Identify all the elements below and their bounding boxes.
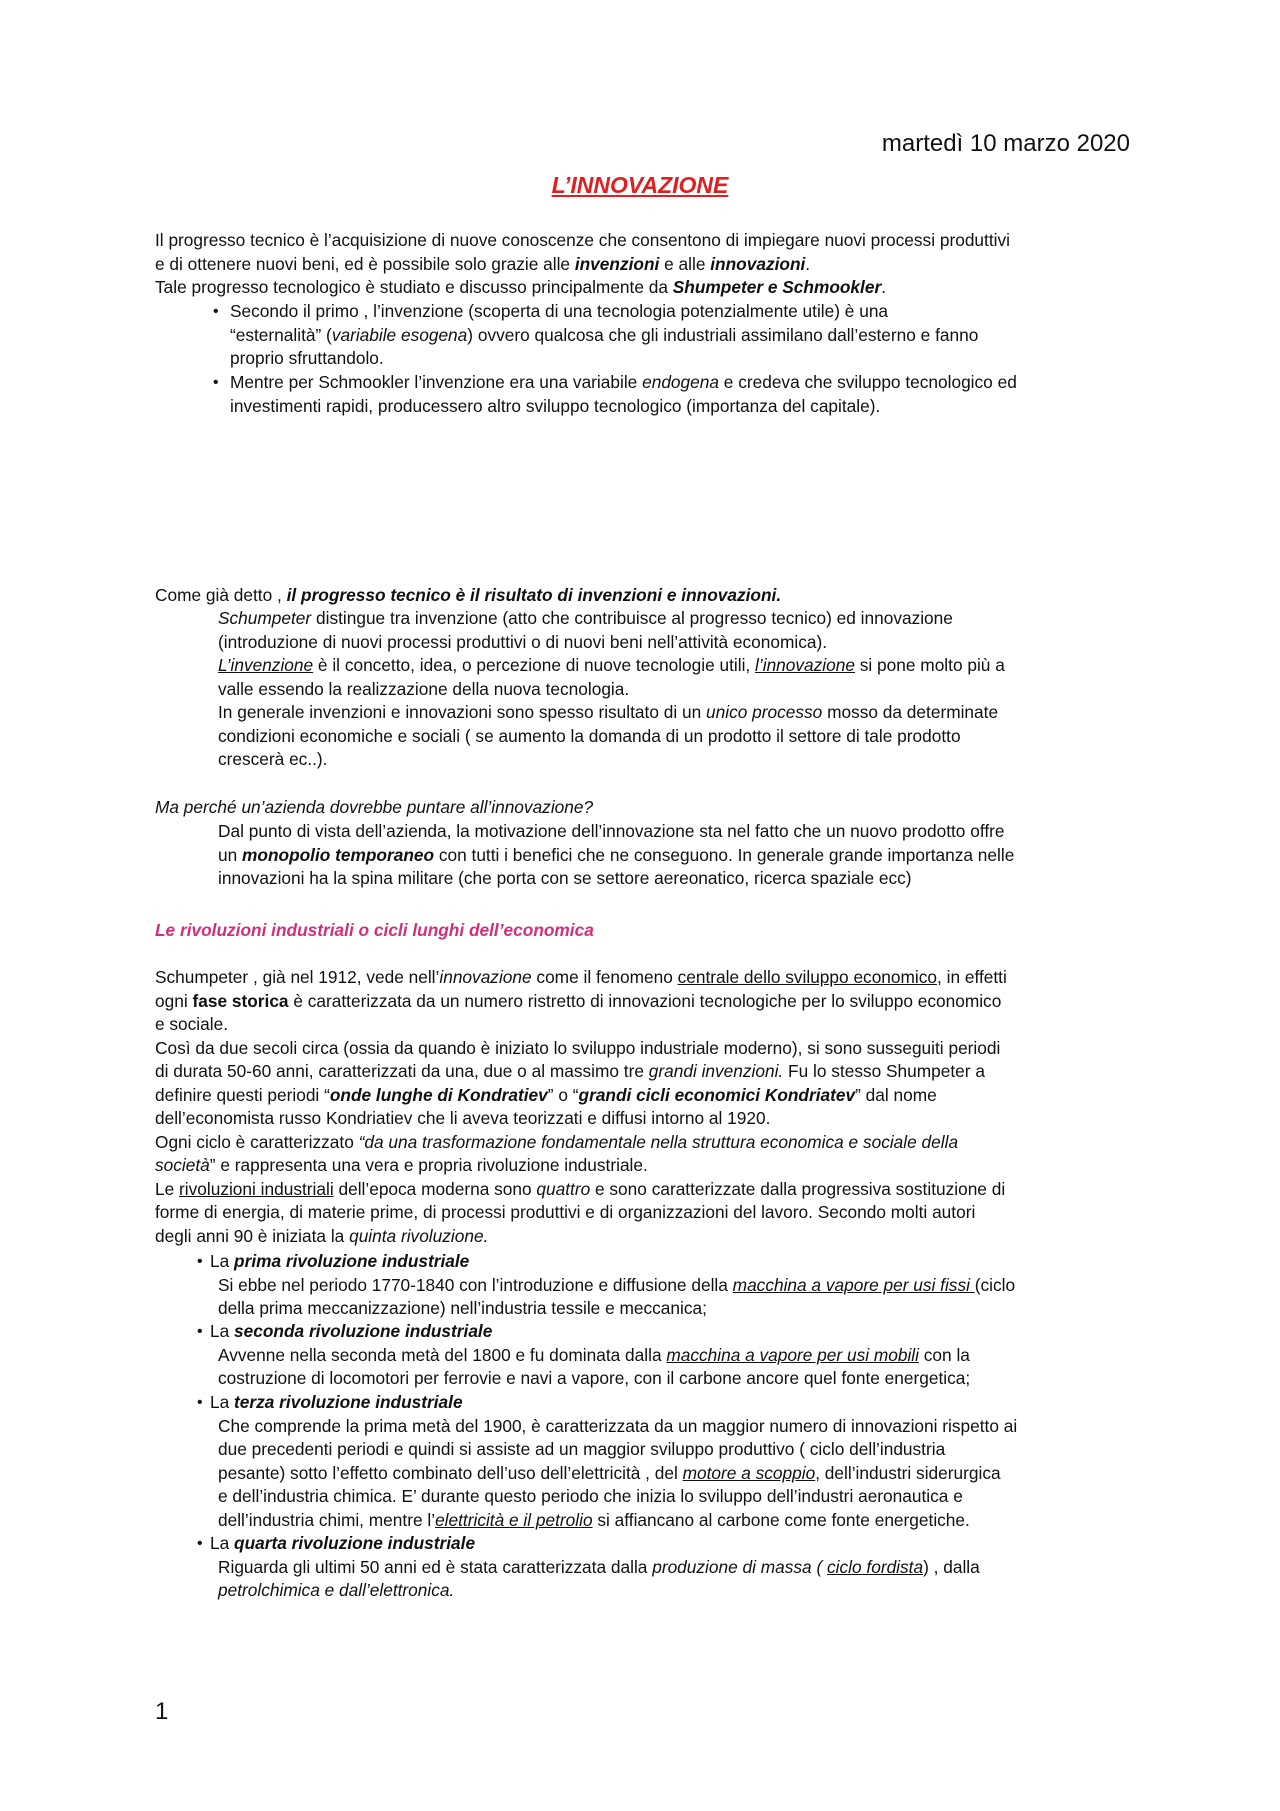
why-question: Ma perché un’azienda dovrebbe puntare all’innovazione? xyxy=(155,797,594,817)
bullet-icon: • xyxy=(197,1394,203,1411)
revolution-item-3: La terza rivoluzione industriale Che comprende la prima metà del 1900, è caratterizzata da un maggior numero di innovazioni rispetto ai due precedenti periodi e quindi si assiste ad un maggior sviluppo produttivo ( ciclo dell’industria pesante) sotto l’effetto combinato dell’uso dell’elettricità , del motore a scoppio, dell’industri siderurgica e dell’industria chimica. E’ durante questo periodo che inizia lo sviluppo dell’industri aeronautica e dell’industria chimi, mentre l’elettricità e il petrolio si affiancano al carbone come fonte energetiche. xyxy=(210,1392,1018,1530)
revolution-item-2: La seconda rivoluzione industriale Avvenne nella seconda metà del 1800 e fu dominata dalla macchina a vapore per usi mobili con la costruzione di locomotori per ferrovie e navi a vapore, con il carbone ancore quel fonte energetica; xyxy=(210,1321,971,1388)
document-date: martedì 10 marzo 2020 xyxy=(881,130,1130,157)
text-line: Tale progresso tecnologico è studiato e discusso principalmente da Shumpeter e Schmookler. xyxy=(155,277,886,297)
text-line: Il progresso tecnico è l’acquisizione di nuove conoscenze che consentono di impiegare nuovi processi produttivi xyxy=(155,230,1010,250)
bullet-icon: • xyxy=(213,374,219,391)
progress-details: Schumpeter distingue tra invenzione (atto che contribuisce al progresso tecnico) ed innovazione (introduzione di nuovi processi produttivi o di nuovi beni nell’attività economica). L’invenzione è il concetto, idea, o percezione di nuove tecnologie utili, l’innovazione si pone molto più a valle essendo la realizzazione della nuova tecnologia. In generale invenzioni e innovazioni sono spesso risultato di un unico processo mosso da determinate condizioni economiche e sociali ( se aumento la domanda di un prodotto il settore di tale prodotto crescerà ec..). xyxy=(218,608,1005,769)
intro-bullet-2: Mentre per Schmookler l’invenzione era una variabile endogena e credeva che sviluppo tecnologico ed investimenti rapidi, producessero altro sviluppo tecnologico (importanza del capitale). xyxy=(230,372,1017,416)
bullet-icon: • xyxy=(197,1323,203,1340)
bullet-icon: • xyxy=(197,1535,203,1552)
bullet-icon: • xyxy=(213,303,219,320)
document-title: L’INNOVAZIONE xyxy=(551,172,729,198)
revolution-item-4: La quarta rivoluzione industriale Riguarda gli ultimi 50 anni ed è stata caratterizzata dalla produzione di massa ( ciclo fordista) , dalla petrolchimica e dall’elettronica. xyxy=(210,1533,980,1600)
revolution-item-1: La prima rivoluzione industriale Si ebbe nel periodo 1770-1840 con l’introduzione e diffusione della macchina a vapore per usi fissi (ciclo della prima meccanizzazione) nell’industria tessile e meccanica; xyxy=(210,1251,1016,1318)
text-line: e di ottenere nuovi beni, ed è possibile solo grazie alle invenzioni e alle innovazioni. xyxy=(155,253,811,274)
revolutions-intro: Schumpeter , già nel 1912, vede nell’innovazione come il fenomeno centrale dello sviluppo economico, in effetti ogni fase storica è caratterizzata da un numero ristretto di innovazioni tecnologiche per lo sviluppo economico e sociale. Così da due secoli circa (ossia da quando è iniziato lo sviluppo industriale moderno), si sono susseguiti periodi di durata 50-60 anni, caratterizzati da una, due o al massimo tre grandi invenzioni. Fu lo stesso Shumpeter a definire questi periodi “onde lunghe di Kondratiev” o “grandi cicli economici Kondriatev” dal nome dell’economista russo Kondriatiev che li aveva teorizzati e diffusi intorno al 1920. Ogni ciclo è caratterizzato “da una trasformazione fondamentale nella struttura economica e sociale della società” e rappresenta una vera e propria rivoluzione industriale. Le rivoluzioni industriali dell’epoca moderna sono quattro e sono caratterizzate dalla progressiva sostituzione di forme di energia, di materie prime, di processi produttivi e di organizzazioni del lavoro. Secondo molti autori degli anni 90 è iniziata la quinta rivoluzione. xyxy=(155,967,1007,1246)
intro-paragraph xyxy=(155,229,1135,300)
section-heading: Le rivoluzioni industriali o cicli lunghi dell’economica xyxy=(155,920,594,940)
intro-bullet-1: Secondo il primo , l’invenzione (scoperta di una tecnologia potenzialmente utile) è una “esternalità” (variabile esogena) ovvero qualcosa che gli industriali assimilano dall’esterno e fanno proprio sfruttandolo. xyxy=(230,301,979,368)
progress-lead: Come già detto , il progresso tecnico è il risultato di invenzioni e innovazioni. xyxy=(155,585,782,605)
bullet-icon: • xyxy=(197,1253,203,1270)
page-number: 1 xyxy=(155,1698,169,1725)
why-answer: Dal punto di vista dell’azienda, la motivazione dell’innovazione sta nel fatto che un nuovo prodotto offre un monopolio temporaneo con tutti i benefici che ne conseguono. In generale grande importanza nelle innovazioni ha la spina militare (che porta con se settore aereonatico, ricerca spaziale ecc) xyxy=(218,821,1015,888)
